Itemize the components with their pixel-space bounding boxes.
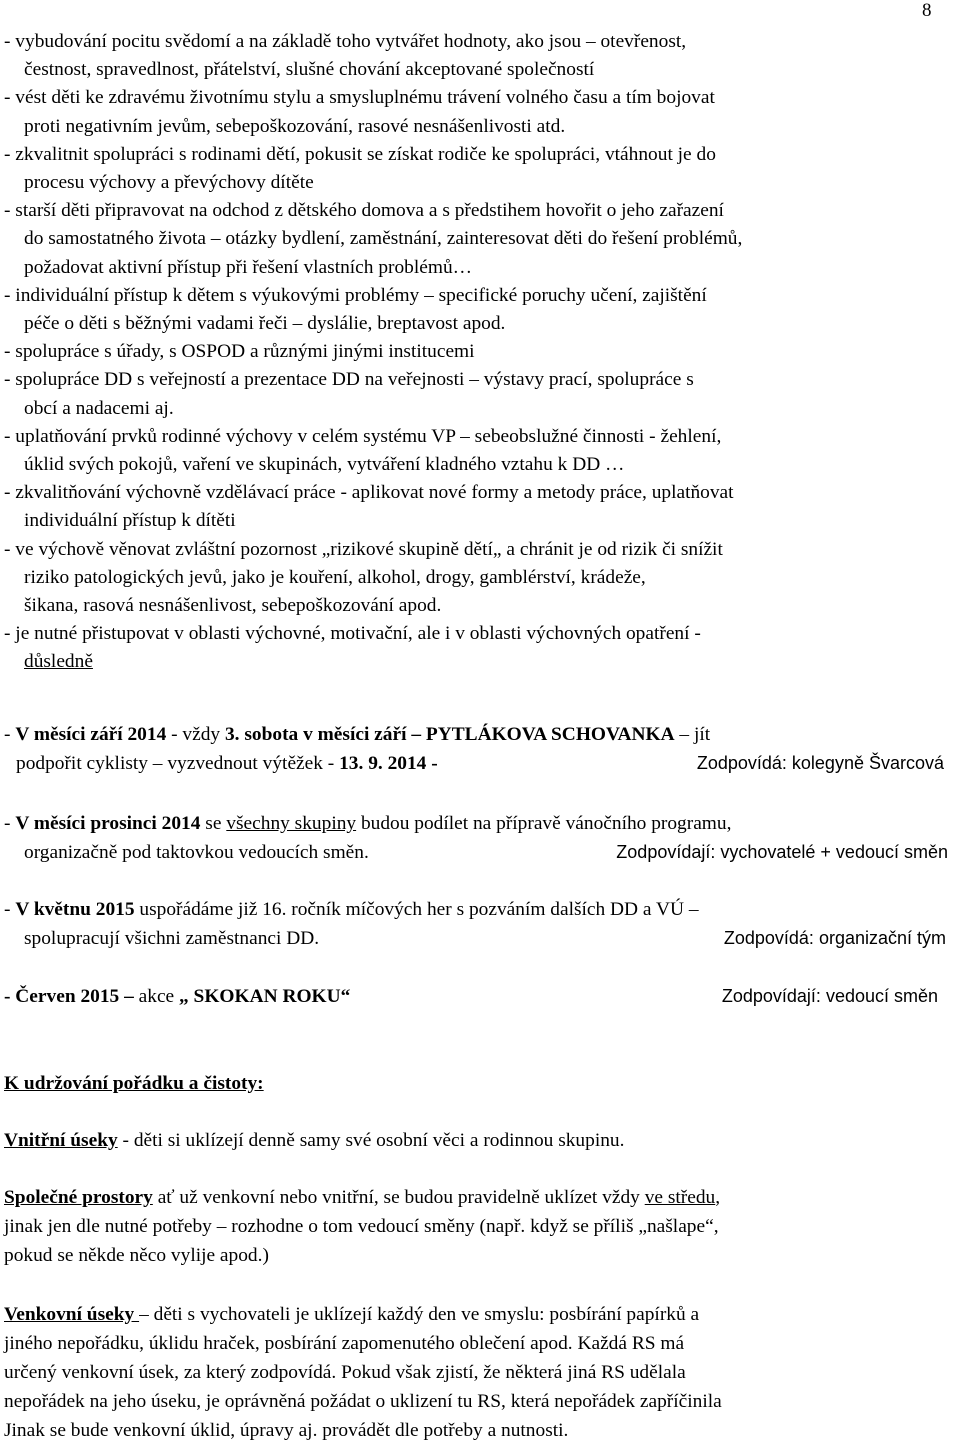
event-month: - Červen 2015 – [4,986,139,1007]
event-responsible: Zodpovídají: vedoucí směn [721,986,938,1006]
bullet-continuation: čestnost, spravedlnost, přátelství, slušné chování akceptované společností [24,59,595,81]
event-month: V květnu 2015 [15,899,135,920]
bullet-item [4,620,944,676]
event-title: 3. sobota v měsíci září – PYTLÁKOVA SCHOVANKA [224,724,675,745]
bullet-emphasis: důsledně [24,651,93,673]
bullet-line: - vést děti ke zdravému životnímu stylu a smysluplnému trávení volného času a tím bojovat [4,87,715,109]
cleaning-heading: K udržování pořádku a čistoty: [4,1073,264,1094]
bullet-continuation: riziko patologických jevů, jako je kouření, alkohol, drogy, gamblérství, krádeže, [24,566,646,588]
bullet-line: - ve výchově věnovat zvláštní pozornost „rizikové skupině dětí„ a chránit je od rizik či snížit [4,538,723,560]
event-month: V měsíci září 2014 [15,724,167,745]
bullet-continuation: úklid svých pokojů, vaření ve skupinách, vytváření kladného vztahu k DD … [24,454,625,476]
bullet-item [4,536,944,621]
event-responsible: Zodpovídá: organizační tým [723,928,946,948]
bullet-continuation: proti negativním jevům, sebepoškozování, rasové nesnášenlivosti atd. [24,115,566,137]
bullet-item [4,338,944,366]
bullet-item [4,479,944,535]
event-may: - V květnu 2015 uspořádáme již 16. ročník míčových her s pozváním dalších DD a VÚ – spolupracují všichni zaměstnanci DD. Zodpovídá: organizační tým [4,895,948,953]
bullet-continuation: požadovat aktivní přístup při řešení vlastních problémů… [24,256,473,278]
bullet-line: - spolupráce DD s veřejností a prezentace DD na veřejnosti – výstavy prací, spolupráce s [4,369,694,391]
event-june: - Červen 2015 – akce „ SKOKAN ROKU“ Zodpovídají: vedoucí směn [4,982,948,1011]
event-december: - V měsíci prosinci 2014 se všechny skupiny budou podílet na přípravě vánočního programu, organizačně pod taktovkou vedoucích směn. Zodpovídají: vychovatelé + vedoucí směn [4,809,948,867]
bullet-continuation: šikana, rasová nesnášenlivost, sebepoškozování apod. [24,595,442,617]
common-areas-paragraph: Společné prostory ať už venkovní nebo vnitřní, se budou pravidelně uklízet vždy ve středu, jinak jen dle nutné potřeby – rozhodne o tom vedoucí směny (např. když se příliš „našlape“, pokud se někde něco vylije apod.) [4,1187,721,1266]
bullet-item [4,423,944,479]
bullet-line: - zkvalitňování výchovně vzdělávací práce - aplikovat nové formy a metody práce, uplatňovat [4,482,734,504]
event-groups: všechny skupiny [226,813,357,834]
bullet-item [4,84,944,140]
bullet-line: - uplatňování prvků rodinné výchovy v celém systému VP – sebeobslužné činnosti - žehlení, [4,425,722,447]
common-areas-label: Společné prostory [4,1187,153,1208]
bullet-line: - individuální přístup k dětem s výukovými problémy – specifické poruchy učení, zajištění [4,284,707,306]
event-responsible: Zodpovídají: vychovatelé + vedoucí směn [616,842,948,862]
bullet-line: - starší děti připravovat na odchod z dětského domova a s předstihem hovořit o jeho zařazení [4,200,724,222]
bullet-line: - zkvalitnit spolupráci s rodinami dětí, pokusit se získat rodiče ke spolupráci, vtáhnout je do [4,143,716,165]
page-number: 8 [922,0,932,21]
bullet-continuation: procesu výchovy a převýchovy dítěte [24,172,314,194]
bullet-line: - spolupráce s úřady, s OSPOD a různými jinými institucemi [4,341,475,363]
inner-sections-label: Vnitřní úseky [4,1130,118,1151]
bullet-continuation: obcí a nadacemi aj. [24,397,174,419]
event-responsible: Zodpovídá: kolegyně Švarcová [696,753,944,773]
bullet-item [4,282,944,338]
event-september: - V měsíci září 2014 - vždy 3. sobota v měsíci září – PYTLÁKOVA SCHOVANKA – jít podpořit cyklisty – vyzvednout výtěžek - 13. 9. 2014 - Zodpovídá: kolegyně Švarcová [4,720,948,778]
event-title: „ SKOKAN ROKU“ [179,986,351,1007]
inner-sections-paragraph: Vnitřní úseky - děti si uklízejí denně samy své osobní věci a rodinnou skupinu. [4,1130,625,1151]
bullet-item [4,366,944,422]
bullet-continuation: individuální přístup k dítěti [24,510,236,532]
goals-bullet-list [4,28,944,677]
bullet-line: - je nutné přistupovat v oblasti výchovné, motivační, ale i v oblasti výchovných opatření - [4,623,701,645]
outdoor-sections-paragraph: Venkovní úseky – děti s vychovateli je uklízejí každý den ve smyslu: posbírání papírků a jiného nepořádku, úklidu hraček, posbírání zapomenutého oblečení apod. Každá RS má určený venkovní úsek, za který zodpovídá. Pokud však zjistí, že některá jiná RS udělala nepořádek na jeho úseku, je oprávněná požádat o uklizení tu RS, která nepořádek zapříčinila Jinak se bude venkovní úklid, úpravy aj. provádět dle potřeby a nutnosti. [4,1304,722,1441]
bullet-continuation: do samostatného života – otázky bydlení, zaměstnání, zainteresovat děti do řešení problémů, [24,228,743,250]
bullet-line: - vybudování pocitu svědomí a na základě toho vytvářet hodnoty, ako jsou – otevřenost, [4,31,687,52]
bullet-item [4,141,944,197]
bullet-item [4,28,944,84]
outdoor-sections-label: Venkovní úseky [4,1304,140,1325]
event-month: V měsíci prosinci 2014 [15,813,201,834]
event-date: 13. 9. 2014 - [339,753,438,774]
bullet-continuation: péče o děti s běžnými vadami řeči – dyslálie, breptavost apod. [24,313,506,335]
bullet-item [4,197,944,282]
